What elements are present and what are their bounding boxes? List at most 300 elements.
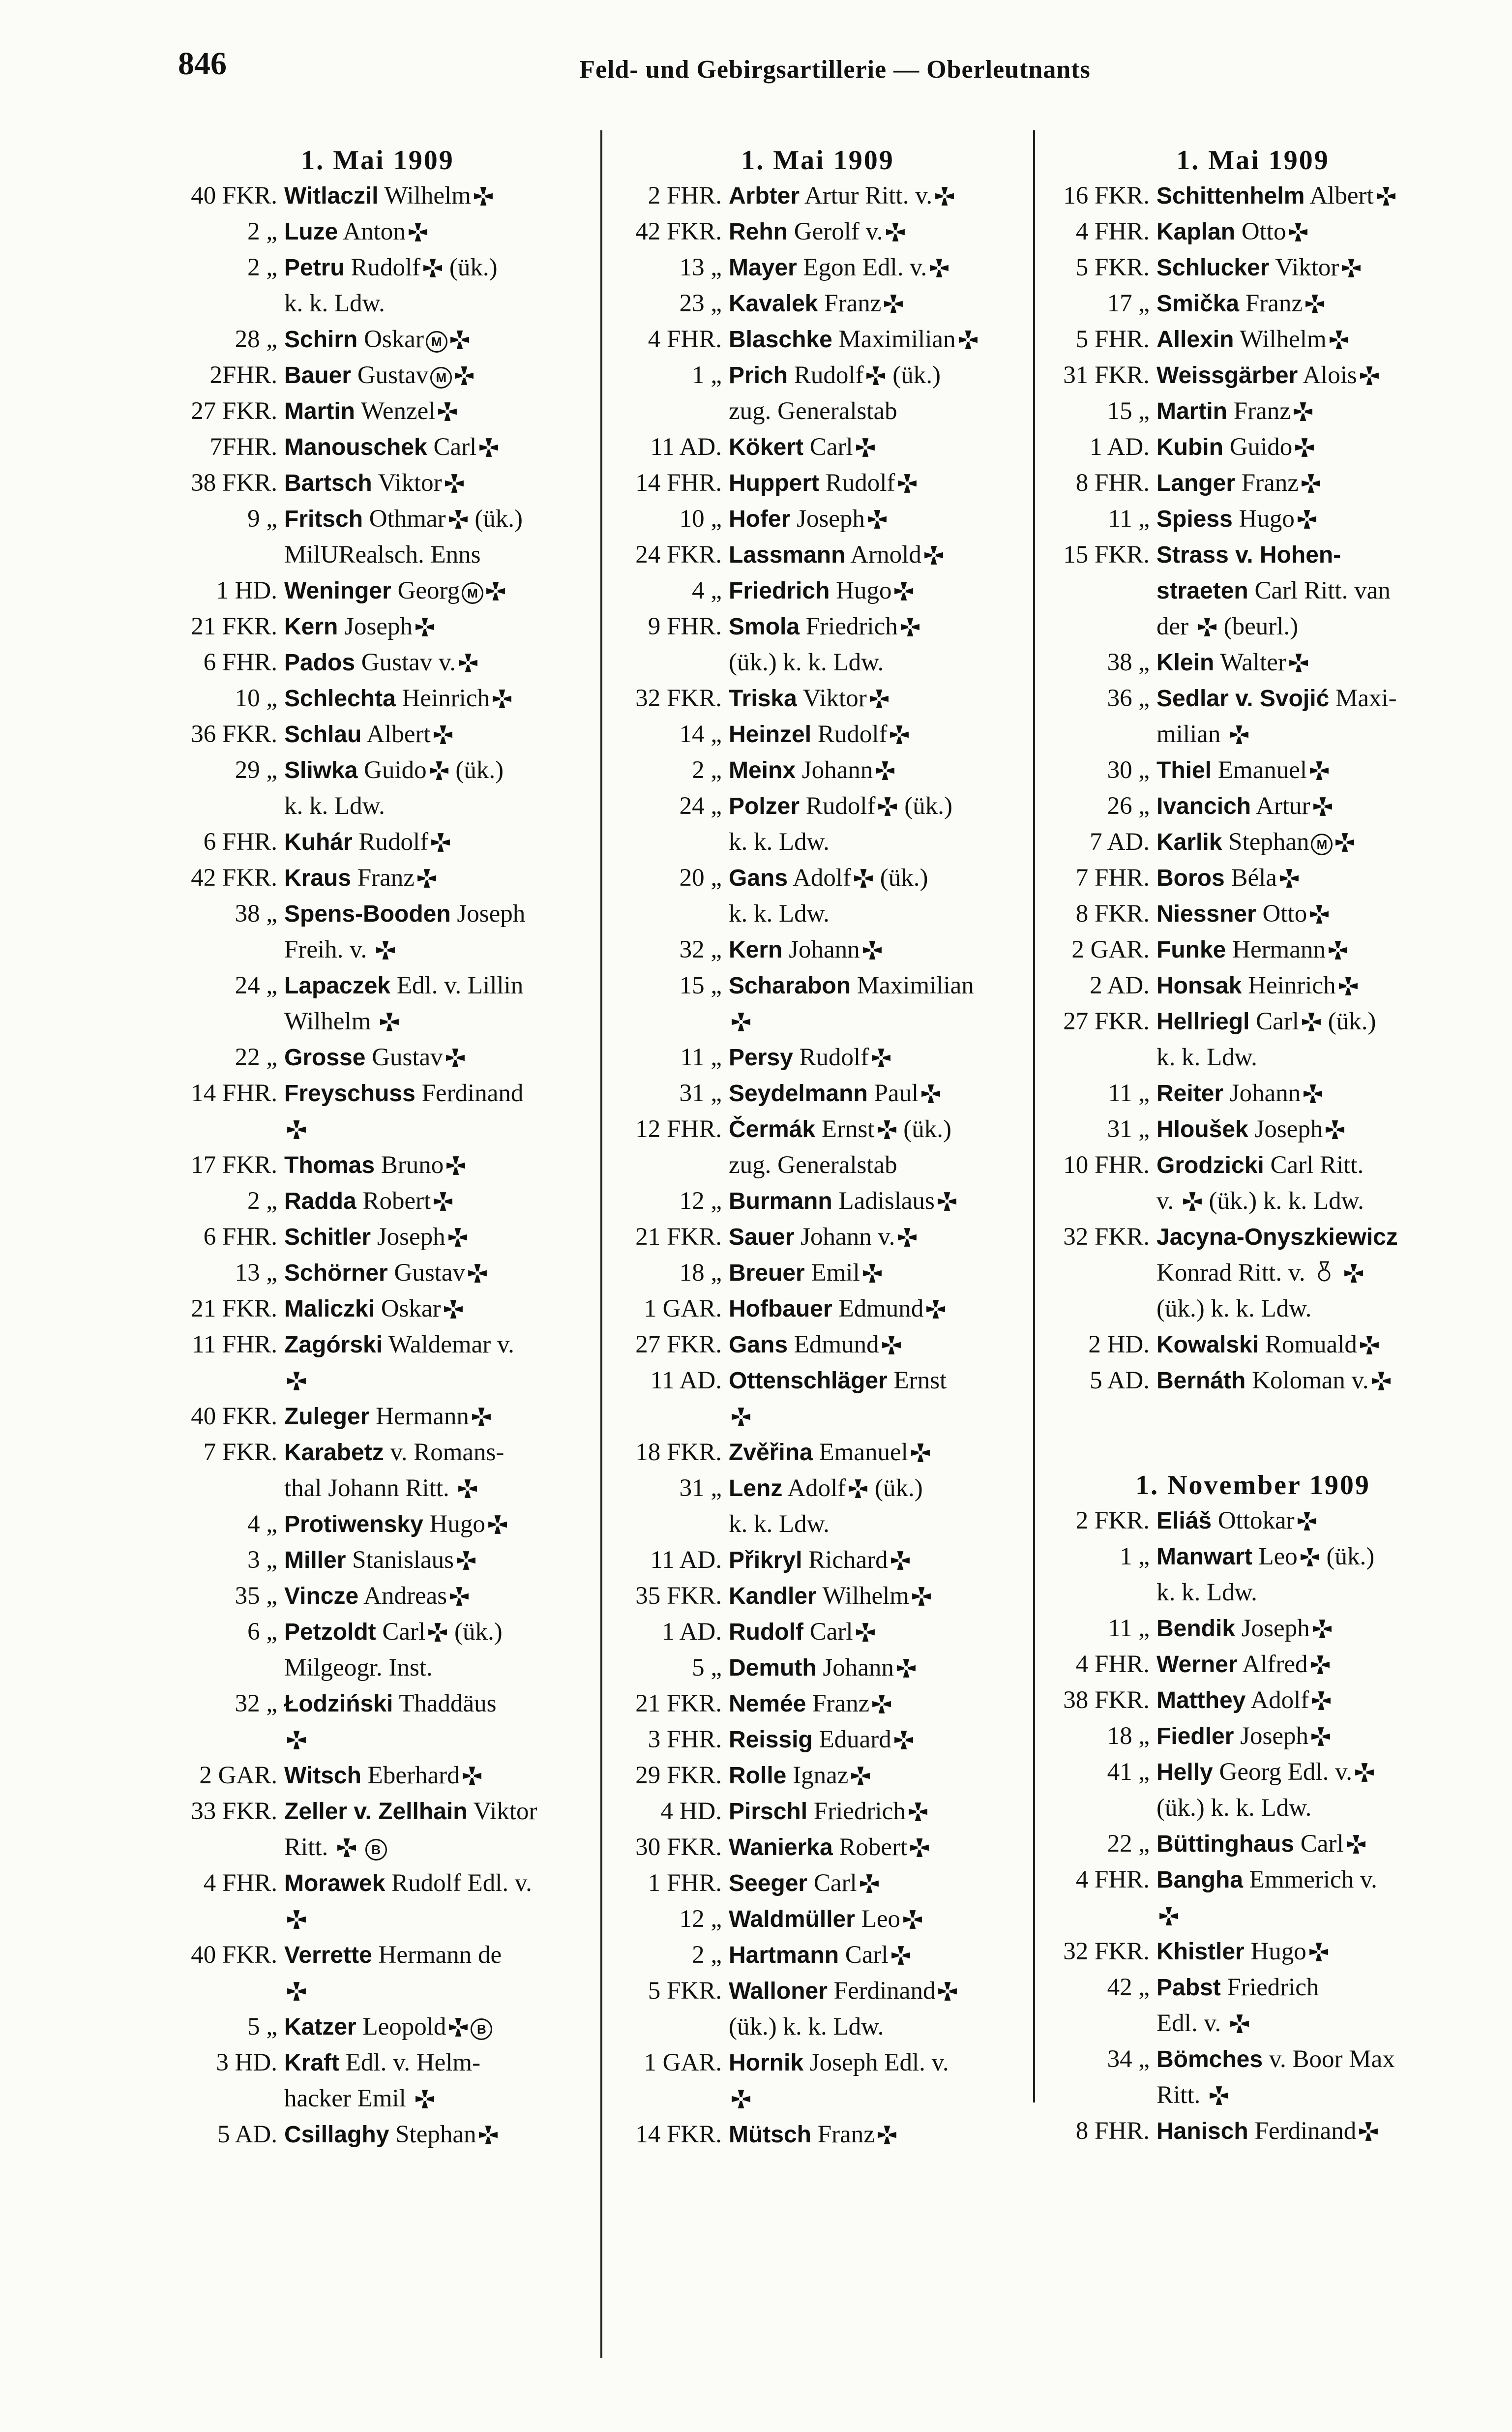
- given-name: Eberhard: [367, 1762, 460, 1789]
- given-name: Béla: [1231, 864, 1277, 892]
- surname: Weissgärber: [1156, 362, 1298, 389]
- circled-letter-mark: B: [471, 2018, 492, 2040]
- entry-text: [284, 178, 589, 214]
- cross-pattee-icon: [433, 1191, 453, 1212]
- given-name: Franz: [357, 864, 415, 892]
- cross-pattee-icon: [1338, 976, 1359, 996]
- entry-text: [1156, 1327, 1462, 1363]
- entry-line: [166, 717, 589, 752]
- entry-line: [166, 645, 589, 681]
- surname: Kavalek: [729, 291, 818, 317]
- officer-entry: [166, 1399, 589, 1435]
- given-name: Friedrich: [813, 1798, 906, 1825]
- surname: Breuer: [729, 1260, 805, 1286]
- regiment-code: 2 AD.: [1090, 972, 1150, 999]
- entry-text: [1156, 393, 1462, 429]
- entry-continuation: straeten Carl Ritt. van: [1156, 577, 1391, 604]
- entry-text: Čermák Ernst (ük.): [729, 1115, 951, 1143]
- entry-continuation: [611, 1004, 1025, 1040]
- officer-entry: [166, 609, 589, 645]
- surname: Bauer: [284, 362, 352, 389]
- regiment-code: 34 „: [1107, 2045, 1150, 2073]
- given-name: Artur Ritt. v.: [804, 182, 933, 210]
- officer-entry: [166, 1040, 589, 1076]
- cross-pattee-icon: [731, 2089, 751, 2109]
- regiment-code: 12 FHR.: [635, 1115, 722, 1143]
- given-name: Edmund: [838, 1295, 924, 1322]
- entry-continuation: k. k. Ldw.: [284, 290, 385, 317]
- cross-pattee-icon: [449, 1586, 470, 1607]
- entry-line: [1043, 1647, 1462, 1682]
- regiment-code: 1 GAR.: [644, 1295, 722, 1322]
- entry-line: [166, 178, 589, 214]
- given-name: Hugo: [429, 1510, 485, 1538]
- entry-continuation: [166, 1973, 589, 2009]
- entry-line: [166, 824, 589, 860]
- cross-pattee-icon: [415, 2089, 435, 2109]
- surname: Čermák: [729, 1116, 816, 1142]
- entry-text: [729, 1219, 1025, 1255]
- regiment-code: 4 FHR.: [648, 326, 722, 353]
- given-name: Leo: [861, 1905, 900, 1933]
- entry-text: [1156, 178, 1462, 214]
- surname: Rolle: [729, 1763, 787, 1789]
- officer-entry: [166, 465, 589, 501]
- given-name: Richard: [808, 1546, 888, 1574]
- surname: Jacyna-Onyszkiewicz: [1156, 1224, 1398, 1250]
- cross-pattee-icon: [1359, 365, 1380, 386]
- entry-continuation: Ritt. B: [166, 1830, 589, 1865]
- entry-line: [1043, 1219, 1462, 1255]
- regiment-code: 4 FHR.: [1075, 1651, 1150, 1678]
- officer-entry: [1043, 322, 1462, 358]
- given-name: Heinrich: [402, 685, 490, 712]
- regiment-code: 6 FHR.: [203, 828, 277, 856]
- surname: Helly: [1156, 1759, 1213, 1785]
- regiment-code: 15 „: [1107, 397, 1150, 425]
- regiment-code: 2 GAR.: [199, 1762, 277, 1789]
- cross-pattee-icon: [445, 1155, 466, 1176]
- officer-entry: [166, 717, 589, 752]
- surname: Seeger: [729, 1870, 808, 1896]
- entry-line: [1043, 752, 1462, 788]
- officer-entry: [1043, 1539, 1462, 1611]
- entry-line: [1043, 1111, 1462, 1147]
- entry-text: [1156, 1147, 1462, 1183]
- surname: Zeller v. Zellhain: [284, 1799, 468, 1825]
- regiment-code: 2 „: [692, 756, 722, 784]
- entry-line: [1043, 932, 1462, 968]
- entry-text: [284, 681, 589, 717]
- regiment-code: 27 FKR.: [635, 1331, 722, 1358]
- entry-line: [1043, 824, 1462, 860]
- officer-entry: [611, 358, 1025, 429]
- regiment-code: 31 „: [679, 1474, 722, 1502]
- cross-pattee-icon: [1309, 904, 1330, 925]
- regiment-code: 14 „: [679, 721, 722, 748]
- cross-pattee-icon: [447, 1227, 468, 1248]
- entry-text: [1156, 501, 1462, 537]
- entry-line: [611, 1040, 1025, 1076]
- regiment-code: 23 „: [679, 290, 722, 317]
- officer-entry: [611, 1542, 1025, 1578]
- cross-pattee-icon: [286, 1371, 307, 1391]
- entry-text: [729, 1040, 1025, 1076]
- regiment-code: 38 FKR.: [1063, 1686, 1150, 1714]
- given-name: Franz: [817, 2121, 875, 2148]
- given-name: Leopold: [362, 2013, 446, 2041]
- entry-text: Petru Rudolf (ük.): [284, 254, 498, 281]
- cross-pattee-icon: [1359, 1335, 1380, 1355]
- entry-line: [166, 1614, 589, 1650]
- officer-entry: [166, 1614, 589, 1686]
- regiment-code: 6 FHR.: [203, 1223, 277, 1251]
- regiment-code: 7 AD.: [1090, 828, 1150, 856]
- entry-line: [611, 286, 1025, 322]
- given-name: Johann v.: [800, 1223, 895, 1251]
- regiment-code: 4 FHR.: [203, 1869, 277, 1897]
- given-name: Ferdinand: [1254, 2117, 1357, 2145]
- entry-line: [611, 1471, 1025, 1506]
- regiment-code: 27 FKR.: [1063, 1008, 1150, 1035]
- cross-pattee-icon: [1293, 401, 1313, 422]
- cross-pattee-icon: [1229, 2013, 1250, 2034]
- surname: Honsak: [1156, 973, 1242, 999]
- cross-pattee-icon: [1310, 1726, 1331, 1747]
- surname: Kraft: [284, 2050, 340, 2076]
- officer-entry: [611, 1183, 1025, 1219]
- cross-pattee-icon: [408, 222, 428, 242]
- entry-text: [1156, 1111, 1462, 1147]
- cross-pattee-icon: [1288, 222, 1308, 242]
- cross-pattee-icon: [454, 365, 474, 386]
- given-name: Gustav: [357, 361, 429, 389]
- entry-text: Prich Rudolf (ük.): [729, 361, 941, 389]
- surname: Weninger: [284, 578, 391, 604]
- entry-line: [611, 1435, 1025, 1471]
- surname: Přikryl: [729, 1547, 802, 1573]
- given-name: Robert: [362, 1187, 431, 1215]
- entry-text: [284, 645, 589, 681]
- entry-text: [729, 1758, 1025, 1794]
- entry-text: [1156, 429, 1462, 465]
- officer-entry: [166, 860, 589, 896]
- cross-pattee-icon: [1354, 1762, 1375, 1783]
- entry-text: [284, 1937, 589, 1973]
- given-name: Maximilian: [857, 972, 974, 999]
- entry-text: [729, 1686, 1025, 1722]
- cross-pattee-icon: [877, 2125, 897, 2145]
- entry-line: [1043, 1682, 1462, 1718]
- entry-line: [611, 2045, 1025, 2081]
- entry-line: [1043, 2042, 1462, 2077]
- entry-text: Gans Adolf (ük.): [729, 864, 928, 892]
- cross-pattee-icon: [286, 1119, 307, 1140]
- surname: Karlik: [1156, 829, 1222, 855]
- entry-line: [166, 1794, 589, 1830]
- given-name: Gustav v.: [361, 649, 456, 676]
- officer-entry: [166, 1937, 589, 2009]
- entry-text: [1156, 1934, 1462, 1970]
- surname: Miller: [284, 1547, 346, 1573]
- regiment-code: 36 „: [1107, 685, 1150, 712]
- officer-entry: [1043, 429, 1462, 465]
- given-name: Stanislaus: [352, 1546, 454, 1574]
- surname: Kowalski: [1156, 1332, 1259, 1358]
- officer-entry: [611, 717, 1025, 752]
- surname: Waldmüller: [729, 1906, 855, 1932]
- cross-pattee-icon: [853, 868, 874, 889]
- given-name: Andreas: [363, 1582, 447, 1610]
- officer-entry: [611, 465, 1025, 501]
- surname: Gans: [729, 865, 788, 891]
- cross-pattee-icon: [445, 1048, 466, 1068]
- entry-line: [611, 1578, 1025, 1614]
- entry-text: [284, 824, 589, 860]
- surname: Kern: [284, 614, 338, 640]
- entry-line: [611, 1327, 1025, 1363]
- officer-entry: [611, 1830, 1025, 1865]
- surname: Manouschek: [284, 434, 427, 460]
- given-name: Heinrich: [1248, 972, 1336, 999]
- entry-text: [284, 358, 589, 393]
- entry-text: [729, 1327, 1025, 1363]
- entry-line: [166, 573, 589, 609]
- cross-pattee-icon: [430, 832, 451, 853]
- regiment-code: 4 HD.: [660, 1798, 722, 1825]
- cross-pattee-icon: [877, 796, 898, 817]
- regiment-code: 26 „: [1107, 792, 1150, 820]
- entry-line: [611, 1973, 1025, 2009]
- cross-pattee-icon: [731, 1407, 751, 1427]
- cross-pattee-icon: [871, 1048, 891, 1068]
- entry-text: [284, 1291, 589, 1327]
- surname: Smola: [729, 614, 800, 640]
- officer-entry: [611, 429, 1025, 465]
- circled-letter-mark: M: [430, 367, 452, 389]
- cross-pattee-icon: [1325, 1119, 1345, 1140]
- entry-text: Fritsch Othmar (ük.): [284, 505, 523, 533]
- officer-entry: [1043, 1147, 1462, 1219]
- given-name: Gerolf v.: [794, 218, 883, 245]
- given-name: Rudolf: [358, 828, 429, 856]
- entry-text: [729, 681, 1025, 717]
- regiment-code: 29 „: [235, 756, 277, 784]
- surname: Ottenschläger: [729, 1368, 888, 1394]
- entry-text: Lenz Adolf (ük.): [729, 1474, 923, 1502]
- surname: Lassmann: [729, 542, 846, 568]
- regiment-code: 2 „: [247, 254, 277, 281]
- officer-entry: [166, 178, 589, 214]
- entry-line: [166, 752, 589, 788]
- cross-pattee-icon: [910, 1442, 931, 1463]
- entry-line: [611, 1901, 1025, 1937]
- entry-continuation: Freih. v.: [166, 932, 589, 968]
- cross-pattee-icon: [473, 186, 494, 207]
- officer-entry: [166, 1435, 589, 1506]
- circled-letter-mark: M: [1311, 834, 1333, 855]
- surname: Kökert: [729, 434, 804, 460]
- regiment-code: 21 FKR.: [635, 1223, 722, 1251]
- officer-entry: [611, 1363, 1025, 1435]
- officer-entry: [611, 1794, 1025, 1830]
- cross-pattee-icon: [1311, 1690, 1332, 1711]
- entry-line: [166, 1219, 589, 1255]
- given-name: Ferdinand: [421, 1080, 524, 1107]
- officer-entry: [166, 1219, 589, 1255]
- cross-pattee-icon: [889, 724, 910, 745]
- officer-entry: [1043, 1682, 1462, 1718]
- entry-text: [1156, 645, 1462, 681]
- officer-entry: [166, 2117, 589, 2153]
- cross-pattee-icon: [1229, 724, 1249, 745]
- entry-text: Hellriegl Carl (ük.): [1156, 1008, 1376, 1035]
- surname: Hornik: [729, 2050, 804, 2076]
- regiment-code: 24 „: [679, 792, 722, 820]
- surname: Morawek: [284, 1870, 385, 1896]
- cross-pattee-icon: [1358, 2121, 1379, 2142]
- regiment-code: 2 „: [247, 1187, 277, 1215]
- cross-pattee-icon: [1310, 1654, 1331, 1675]
- officer-entry: [611, 1076, 1025, 1111]
- regiment-code: 14 FHR.: [191, 1080, 277, 1107]
- surname: Bendik: [1156, 1616, 1236, 1642]
- given-name: Gustav: [394, 1259, 465, 1287]
- surname: Seydelmann: [729, 1081, 868, 1107]
- officer-entry: [1043, 178, 1462, 214]
- regiment-code: 2 GAR.: [1071, 936, 1150, 963]
- entry-line: [166, 393, 589, 429]
- entry-text: [1156, 2113, 1462, 2149]
- entry-text: [284, 1578, 589, 1614]
- officer-entry: [611, 537, 1025, 573]
- cross-pattee-icon: [897, 473, 918, 494]
- entry-text: [1156, 1219, 1462, 1255]
- surname: Ivancich: [1156, 793, 1251, 819]
- given-name: Joseph: [1254, 1115, 1323, 1143]
- regiment-code: 21 FKR.: [191, 1295, 277, 1322]
- regiment-code: 20 „: [679, 864, 722, 892]
- officer-entry: [166, 573, 589, 609]
- officer-entry: [166, 1291, 589, 1327]
- regiment-code: 11 „: [1108, 1615, 1150, 1642]
- surname: Walloner: [729, 1978, 828, 2004]
- regiment-code: 31 FKR.: [1063, 361, 1150, 389]
- regiment-code: 30 „: [1107, 756, 1150, 784]
- surname: Protiwensky: [284, 1511, 423, 1537]
- surname: Schlau: [284, 721, 362, 748]
- surname: Khistler: [1156, 1939, 1245, 1965]
- entry-line: [166, 214, 589, 250]
- given-name: Othmar: [369, 505, 446, 533]
- cross-pattee-icon: [1329, 330, 1349, 350]
- entry-text: [284, 2117, 589, 2153]
- surname: Rudolf: [729, 1619, 803, 1645]
- given-name: Hermann: [1232, 936, 1326, 963]
- surname: Prich: [729, 362, 788, 389]
- cross-pattee-icon: [458, 653, 478, 673]
- entry-text: [1156, 1503, 1462, 1539]
- cross-pattee-icon: [1346, 1834, 1366, 1855]
- surname: Hellriegl: [1156, 1009, 1250, 1035]
- ribbon-icon: [1313, 1261, 1335, 1283]
- surname: Fiedler: [1156, 1723, 1234, 1749]
- surname: Kaplan: [1156, 219, 1236, 245]
- cross-pattee-icon: [422, 258, 443, 278]
- entry-continuation: [166, 1363, 589, 1399]
- entry-text: [729, 1937, 1025, 1973]
- given-name: Carl: [813, 1869, 857, 1897]
- cross-pattee-icon: [416, 868, 437, 889]
- entry-line: [166, 322, 589, 358]
- cross-pattee-icon: [877, 1119, 897, 1140]
- given-name: Waldemar v.: [388, 1331, 514, 1358]
- given-name: Emanuel: [819, 1439, 908, 1466]
- cross-pattee-icon: [862, 940, 883, 961]
- cross-pattee-icon: [1309, 760, 1330, 781]
- regiment-code: 15 FKR.: [1063, 541, 1150, 569]
- surname: Bangha: [1156, 1867, 1244, 1893]
- given-name: Joseph: [797, 505, 865, 533]
- given-name: Thaddäus: [399, 1690, 497, 1717]
- regiment-code: 36 FKR.: [191, 721, 277, 748]
- regiment-code: 11 „: [1108, 1080, 1150, 1107]
- regiment-code: 1 FHR.: [648, 1869, 722, 1897]
- given-name: Johann: [801, 756, 873, 784]
- given-name: Rudolf: [351, 254, 421, 281]
- officer-entry: [1043, 896, 1462, 932]
- given-name: Ernst: [893, 1367, 947, 1394]
- officer-entry: [1043, 1754, 1462, 1826]
- regiment-code: 1 GAR.: [644, 2049, 722, 2076]
- entry-line: [1043, 358, 1462, 393]
- regiment-code: 1 „: [1120, 1543, 1150, 1570]
- entry-continuation: zug. Generalstab: [729, 397, 897, 425]
- regiment-code: 32 „: [679, 936, 722, 963]
- entry-line: [611, 1722, 1025, 1758]
- entry-continuation: k. k. Ldw.: [729, 900, 830, 928]
- surname: Gans: [729, 1332, 788, 1358]
- surname: Schitler: [284, 1224, 371, 1250]
- officer-entry: [611, 1219, 1025, 1255]
- surname: Burmann: [729, 1188, 832, 1214]
- entry-line: [166, 681, 589, 717]
- entry-text: [1156, 1718, 1462, 1754]
- given-name: Wilhelm: [384, 182, 471, 210]
- regiment-code: 41 „: [1107, 1758, 1150, 1786]
- entry-line: [611, 1363, 1025, 1399]
- entry-line: [611, 932, 1025, 968]
- entry-line: [166, 465, 589, 501]
- cross-pattee-icon: [375, 940, 396, 961]
- given-name: Wenzel: [360, 397, 436, 425]
- cross-pattee-icon: [871, 1694, 892, 1714]
- entry-continuation: k. k. Ldw.: [284, 792, 385, 820]
- entry-text: [1156, 1076, 1462, 1111]
- regiment-code: 5 FKR.: [1075, 254, 1150, 281]
- surname: Lenz: [729, 1475, 783, 1501]
- surname: Meinx: [729, 757, 796, 783]
- cross-pattee-icon: [865, 365, 886, 386]
- officer-entry: [1043, 214, 1462, 250]
- cross-pattee-icon: [448, 509, 469, 530]
- given-name: Arnold: [850, 541, 921, 569]
- cross-pattee-icon: [1301, 473, 1321, 494]
- officer-entry: [1043, 1970, 1462, 2042]
- cross-pattee-icon: [1158, 1906, 1179, 1926]
- cross-pattee-icon: [286, 1730, 307, 1750]
- entry-text: [284, 1686, 589, 1722]
